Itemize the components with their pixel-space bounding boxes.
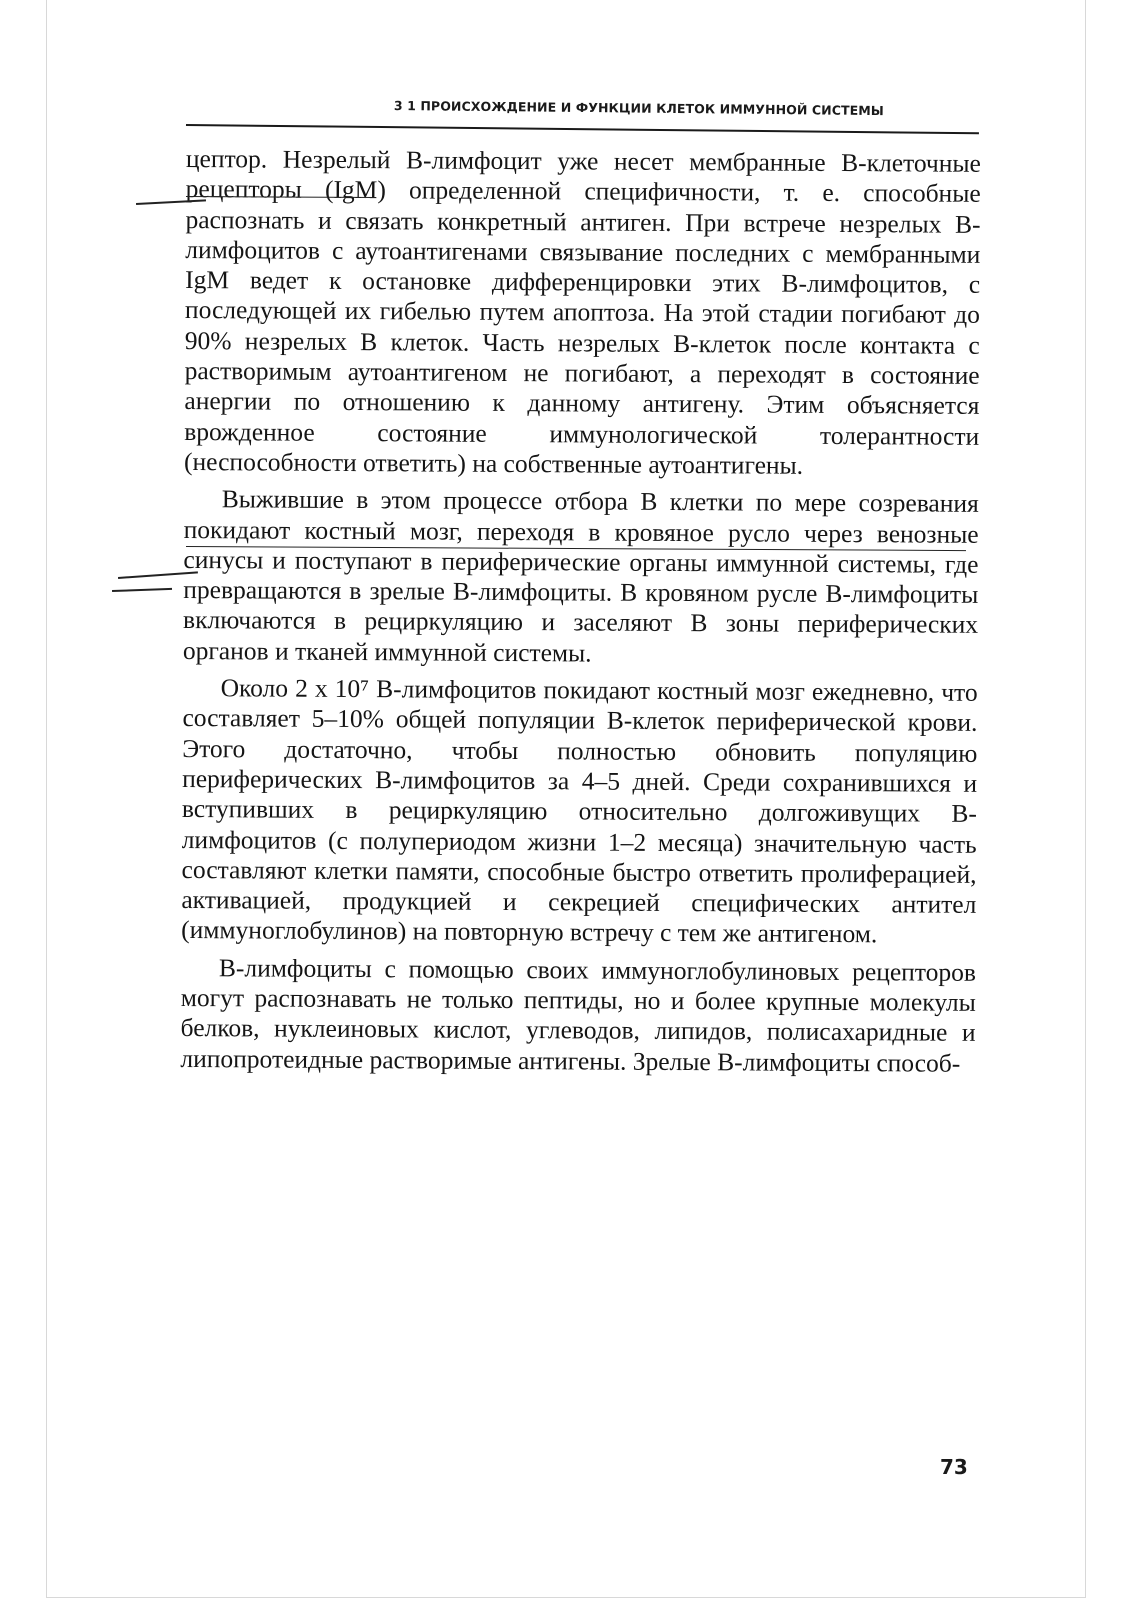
running-head: 3 1 ПРОИСХОЖДЕНИЕ И ФУНКЦИИ КЛЕТОК ИММУННОЙ СИСТЕМЫ	[393, 98, 884, 119]
paragraph-2: Выжившие в этом процессе отбора В клетки по мере созревания покидают костный мозг, переходя в кровяное русло через венозные синусы и поступают в периферические органы иммунной системы, где превращаются в зрелые В-лимфоциты. В кровяном русле В-лимфоциты включаются в рециркуляцию и заселяют В зоны периферических органов и тканей иммунной системы.	[182, 484, 979, 668]
paragraph-4: В-лимфоциты с помощью своих иммуноглобулиновых рецепторов могут распознавать не только пептиды, но и более крупные молекулы белков, нуклеиновых кислот, углеводов, липидов, полисахаридные и липопротеидные растворимые антигены. Зрелые В-лимфоциты способ-	[180, 952, 977, 1078]
body-text	[180, 144, 981, 1086]
paragraph-1: цептор. Незрелый В-лимфоцит уже несет мембранные В-клеточные рецепторы (IgM) определенной специфичности, т. е. способные распознать и связать конкретный антиген. При встрече незрелых В-лимфоцитов с аутоантигенами связывание последних с мембранными IgM ведет к остановке дифференцировки этих В-лимфоцитов, с последующей их гибелью путем апоптоза. На этой стадии погибают до 90% незрелых В клеток. Часть незрелых В-клеток после контакта с растворимым аутоантигеном не погибают, а переходят в состояние анергии по отношению к данному антигену. Этим объясняется врожденное состояние иммунологической толерантности (неспособности ответить) на собственные аутоантигены.	[183, 144, 981, 480]
page-number: 73	[940, 1455, 968, 1479]
paragraph-3: Около 2 х 10⁷ В-лимфоцитов покидают костный мозг ежедневно, что составляет 5–10% общей популяции В-клеток периферической крови. Этого достаточно, чтобы полностью обновить популяцию периферических В-лимфоцитов за 4–5 дней. Среди сохранившихся и вступивших в рециркуляцию относительно долгоживущих В-лимфоцитов (с полупериодом жизни 1–2 месяца) значительную часть составляют клетки памяти, способные быстро ответить пролиферацией, активацией, продукцией и секрецией специфических антител (иммуноглобулинов) на повторную встречу с тем же антигеном.	[181, 673, 978, 949]
